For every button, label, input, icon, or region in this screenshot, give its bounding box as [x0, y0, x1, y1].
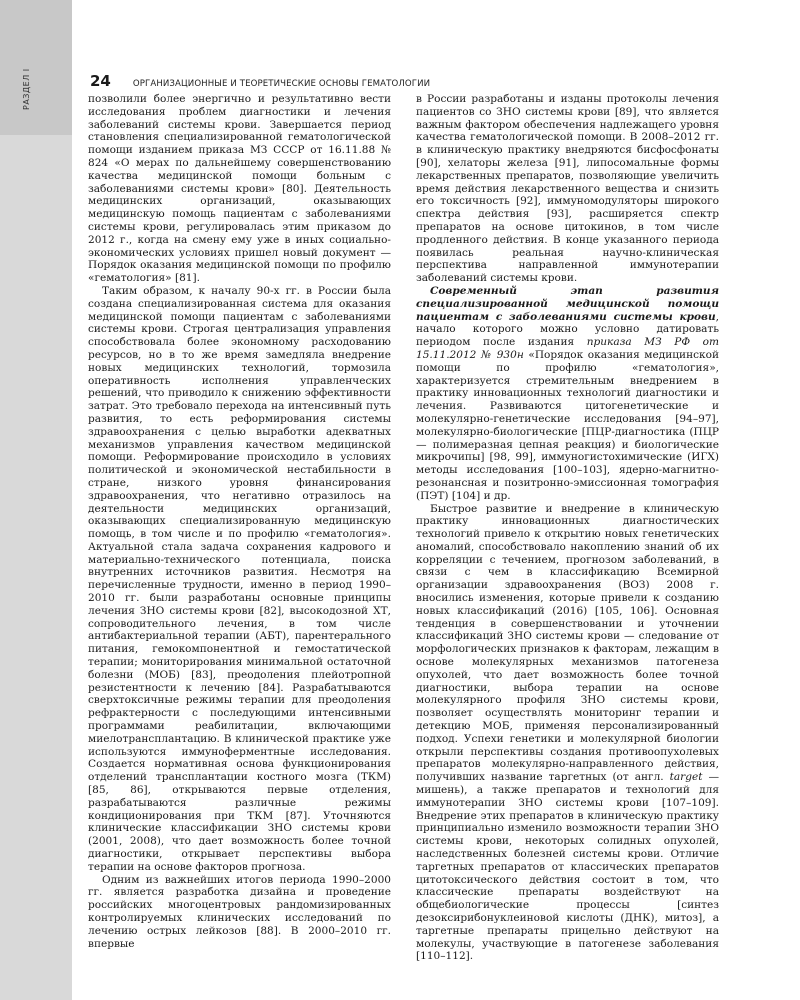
- right-paragraph-1: в России разработаны и изданы протоколы лечения пациентов со ЗНО системы крови [89], что является важным фактором обеспечения надлежащего уровня качества гематологической помощи. В 2008–2012 гг. в клиническую практику внедряются бисфосфонаты [90], хелаторы железа [91], липосомальные формы лекарственных препаратов, позволяющие увеличить время действия лекарственного вещества и снизить его токсичность [92], иммуномодуляторы широкого спектра действия [93], расширяется спектр препаратов на основе цитокинов, в том числе продленного действия. В конце указанного периода появилась реальная научно-клиническая перспектива направленной иммунотерапии заболеваний системы крови.: [416, 93, 719, 285]
- right-paragraph-2: [416, 285, 719, 503]
- side-section-tab: [0, 0, 72, 1000]
- order-reference: приказа МЗ РФ от 15.11.2012 № 930н: [416, 336, 720, 361]
- right-paragraph-3: [416, 503, 719, 964]
- left-paragraph-3: Одним из важнейших итогов периода 1990–2000 гг. является разработка дизайна и проведение российских многоцентровых рандомизированных контролируемых клинических исследований по лечению острых лейкозов [88]. В 2000–2010 гг. впервые: [88, 873, 391, 950]
- page-header: [90, 72, 710, 90]
- right-paragraph-2-text-a: , начало которого можно условно датировать периодом после издания: [416, 310, 719, 349]
- right-paragraph-3-text-a: Быстрое развитие и внедрение в клиническую практику инновационных диагностических технологий привело к открытию новых генетических аномалий, способствовало накоплению знаний об их корреляции с течением, прогнозом заболеваний, в связи с чем в классификацию Всемирной организации здравоохранения (ВОЗ) 2008 г. вносились изменения, которые привели к созданию новых классификаций (2016) [105, 106]. Основная тенденция в совершенствовании и уточнении классификаций ЗНО системы крови — следование от морфологических признаков к факторам, лежащим в основе молекулярных механизмов патогенеза опухолей, что дает возможность более точной диагностики, выбора терапии на основе молекулярного профиля ЗНО системы крови, позволяет осуществлять мониторинг терапии и детекцию МОБ, применяя персонализированный подход. Успехи генетики и молекулярной биологии открыли перспективы создания противоопухолевых препаратов молекулярно-направленного действия, получивших название таргетных (от англ.: [416, 502, 719, 784]
- left-paragraph-2: Таким образом, к началу 90-х гг. в России была создана специализированная система для оказания медицинской помощи пациентам с заболеваниями системы крови. Строгая централизация управления способствовала более экономному расходованию ресурсов, но в то же время замедляла внедрение новых медицинских технологий, тормозила оперативность исполнения управленческих решений, что приводило к снижению эффективности затрат. Это требовало перехода на интенсивный путь развития, то есть реформирования системы здравоохранения с целью выработки адекватных механизмов управления качеством медицинской помощи. Реформирование происходило в условиях политической и экономической нестабильности в стране, низкого уровня финансирования здравоохранения, что негативно отразилось на деятельности медицинских организаций, оказывающих специализированную медицинскую помощь, в том числе и по профилю «гематология». Актуальной стала задача сохранения кадрового и материально-технического потенциала, поиска внутренних источников развития. Несмотря на перечисленные трудности, именно в период 1990–2010 гг. были разработаны основные принципы лечения ЗНО системы крови [82], высокодозной ХТ, сопроводительного лечения, в том числе антибактериальной терапии (АБТ), парентерального питания, гемокомпонентной и гемостатической терапии; мониторирования минимальной остаточной болезни (МОБ) [83], преодоления плейотропной резистентности к лечению [84]. Разрабатываются сверхтоксичные режимы терапии для преодоления рефрактерности с последующими интенсивными программами реабилитации, включающими миелотрансплантацию. В клинической практике уже используются иммуноферментные исследования. Создается нормативная основа функционирования отделений трансплантации костного мозга (ТКМ) [85, 86], открываются первые отделения, разрабатываются различные режимы кондиционирования при ТКМ [87]. Уточняются клинические классификации ЗНО системы крови (2001, 2008), что дает возможность более точной диагностики, открывает перспективы выбора терапии на основе факторов прогноза.: [88, 284, 391, 873]
- page-number: 24: [90, 72, 111, 90]
- right-column: [416, 93, 719, 963]
- target-term: target: [669, 771, 703, 784]
- right-paragraph-2-text-b: «Порядок оказания медицинской помощи по профилю «гематология», характеризуется стремительным внедрением в практику инновационных технологий диагностики и лечения. Развиваются цитогенетические и молекулярно-генетические исследования [94–97], молекулярно-биологические [ПЦР-диагностика (ПЦР — полимеразная цепная реакция) и биологические микрочипы] [98, 99], иммуногистохимические (ИГХ) методы исследования [100–103], ядерно-магнитно-резонансная и позитронно-эмиссионная томография (ПЭТ) [104] и др.: [416, 348, 719, 502]
- section-label: РАЗДЕЛ I: [22, 68, 31, 110]
- side-tab-highlight: [0, 0, 72, 135]
- running-title: ОРГАНИЗАЦИОННЫЕ И ТЕОРЕТИЧЕСКИЕ ОСНОВЫ ГЕМАТОЛОГИИ: [132, 79, 431, 89]
- left-paragraph-1: позволили более энергично и результативно вести исследования проблем диагностики и лечения заболеваний системы крови. Завершается период становления специализированной гематологической помощи изданием приказа МЗ СССР от 16.11.88 № 824 «О мерах по дальнейшему совершенствованию качества медицинской помощи больным с заболеваниями системы крови» [80]. Деятельность медицинских организаций, оказывающих медицинскую помощь пациентам с заболеваниями системы крови, регулировалась этим приказом до 2012 г., когда на смену ему уже в иных социально-экономических условиях пришел новый документ — Порядок оказания медицинской помощи по профилю «гематология» [81].: [88, 93, 391, 285]
- left-column: [88, 93, 391, 950]
- right-paragraph-3-text-b: — мишень), а также препаратов и технологий для иммунотерапии ЗНО системы крови [107–109]. Внедрение этих препаратов в клиническую практику принципиально изменило возможности терапии ЗНО системы крови, некоторых солидных опухолей, наследственных болезней системы крови. Отличие таргетных препаратов от классических препаратов цитотоксического действия состоит в том, что классические препараты воздействуют на общебиологические процессы [синтез дезоксирибонуклеиновой кислоты (ДНК), митоз], а таргетные препараты прицельно действуют на молекулы, участвующие в патогенезе заболевания [110–112].: [416, 771, 719, 963]
- section-heading-emphasis: Современный этап развития специализированной медицинской помощи пациентам с заболеваниями системы крови: [416, 284, 719, 323]
